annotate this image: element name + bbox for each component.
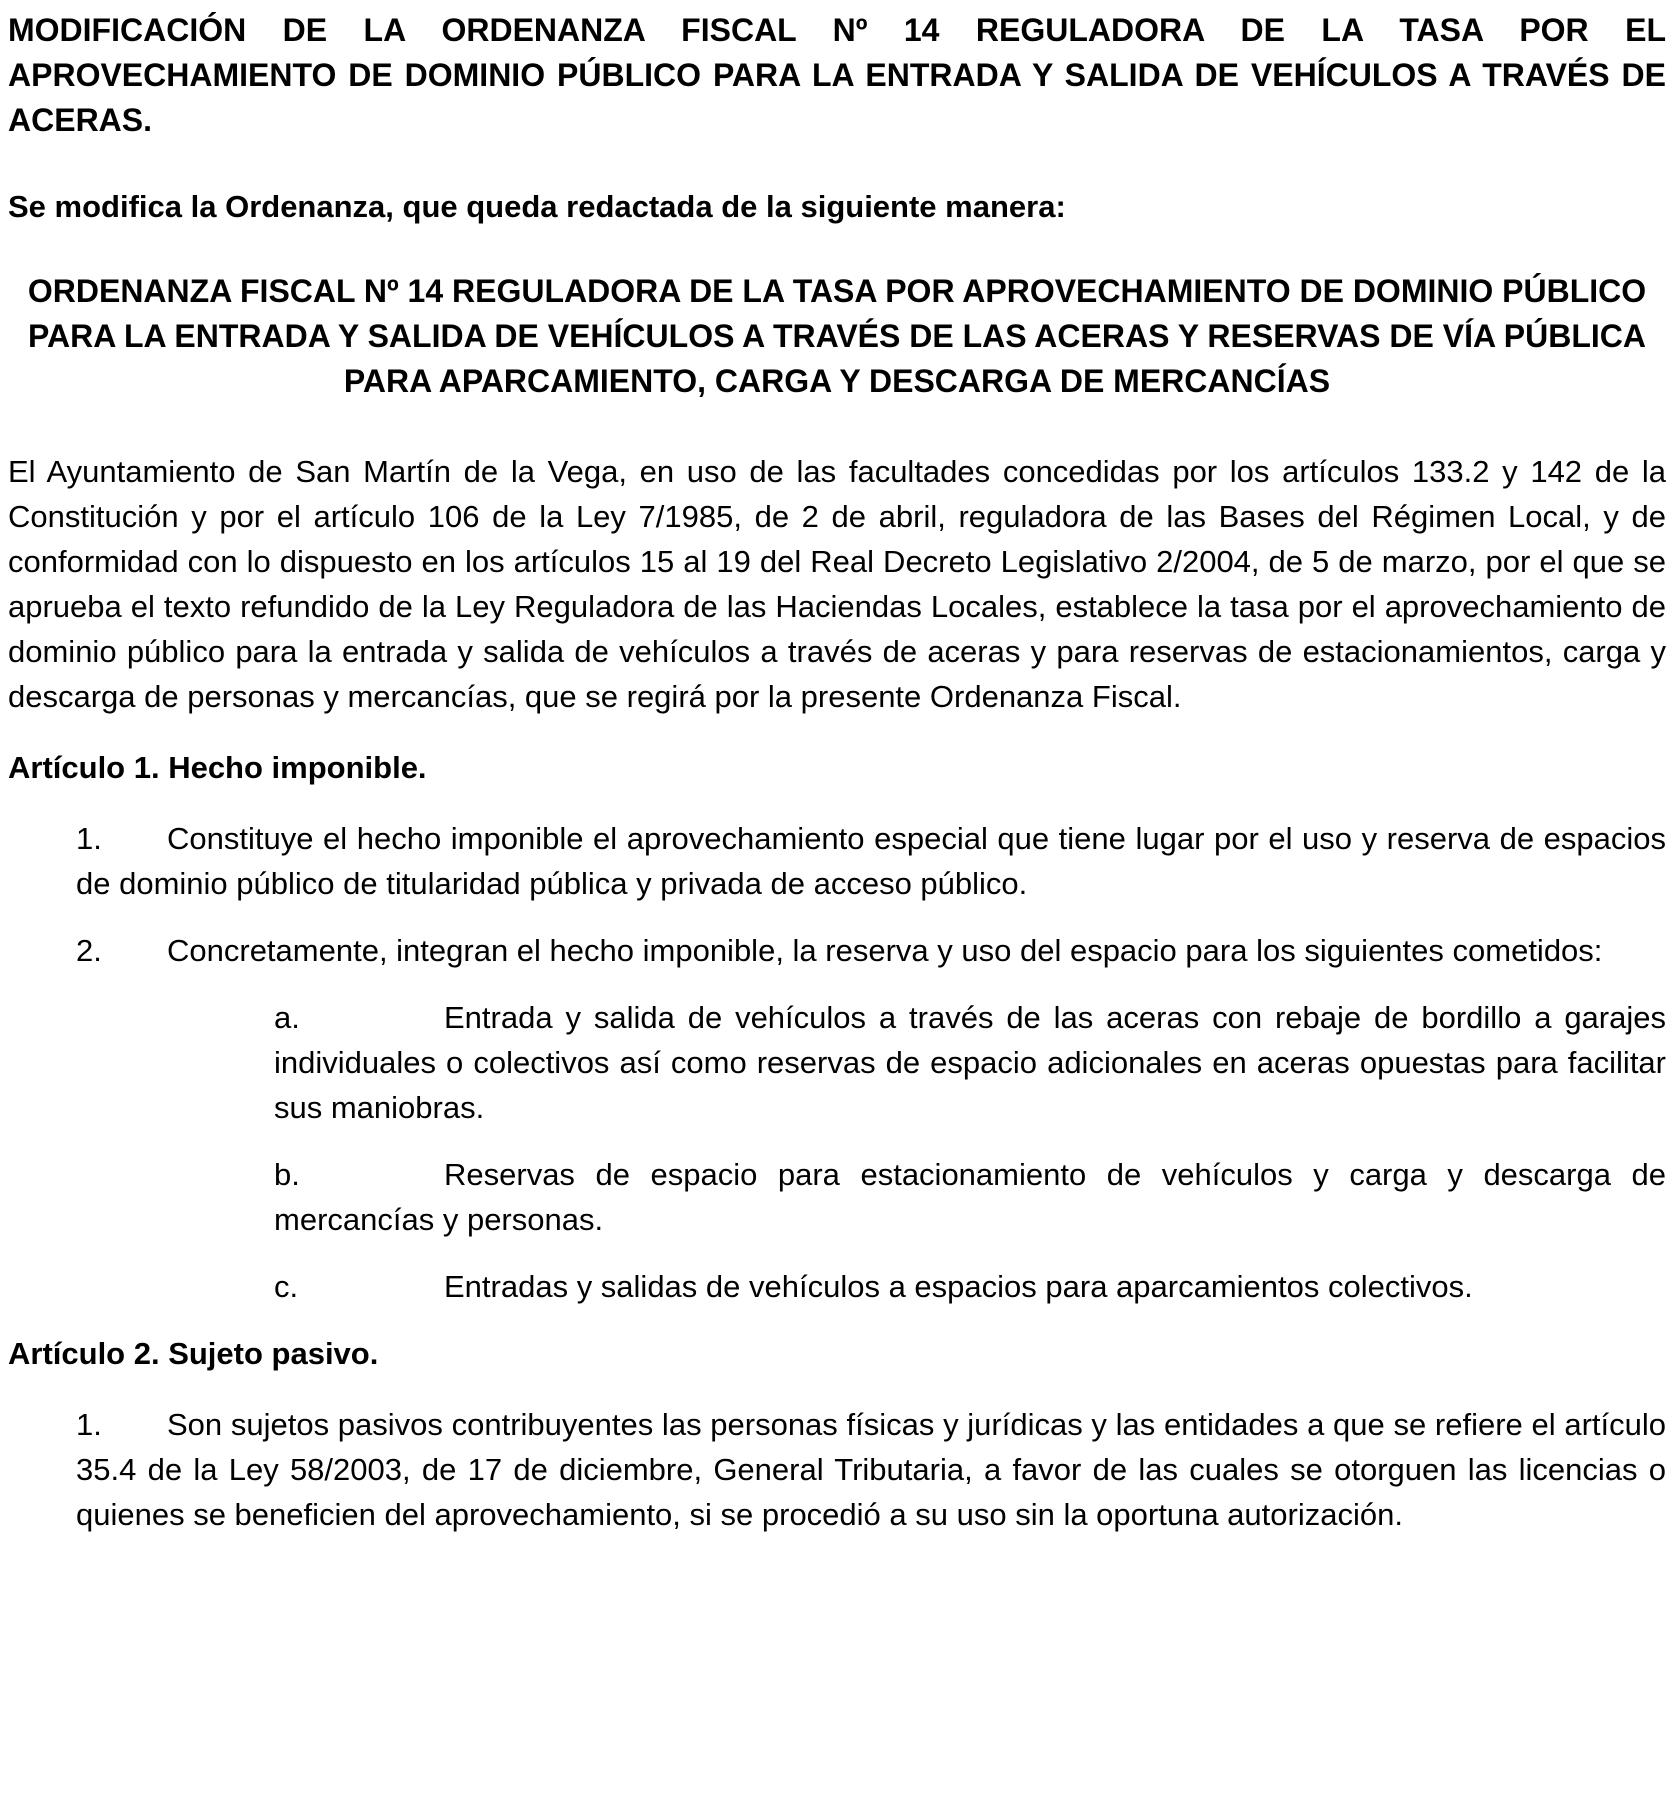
article-1-item-1 [76,816,1666,906]
modification-statement: Se modifica la Ordenanza, que queda redactada de la siguiente manera: [8,189,1066,224]
item-text: Entrada y salida de vehículos a través de las aceras con rebaje de bordillo a garajes individuales o colectivos así como reservas de espacio adicionales en aceras opuestas para facilitar sus maniobras. [274,1000,1666,1125]
item-marker: b. [274,1157,300,1192]
item-text: Reservas de espacio para estacionamiento de vehículos y carga y descarga de mercancías y personas. [274,1157,1666,1237]
item-text: Entradas y salidas de vehículos a espacios para aparcamientos colectivos. [444,1269,1473,1304]
item-text: Son sujetos pasivos contribuyentes las personas físicas y jurídicas y las entidades a que se refiere el artículo 35.4 de la Ley 58/2003, de 17 de diciembre, General Tributaria, a favor de las cuales se otorguen las licencias o quienes se beneficien del aprovechamiento, si se procedió a su uso sin la oportuna autorización. [76,1407,1666,1532]
preamble-paragraph: El Ayuntamiento de San Martín de la Vega, en uso de las facultades concedidas por los artículos 133.2 y 142 de la Constitución y por el artículo 106 de la Ley 7/1985, de 2 de abril, reguladora de las Bases del Régimen Local, y de conformidad con lo dispuesto en los artículos 15 al 19 del Real Decreto Legislativo 2/2004, de 5 de marzo, por el que se aprueba el texto refundido de la Ley Reguladora de las Haciendas Locales, establece la tasa por el aprovechamiento de dominio público para la entrada y salida de vehículos a través de aceras y para reservas de estacionamientos, carga y descarga de personas y mercancías, que se regirá por la presente Ordenanza Fiscal. [8,454,1666,714]
item-text: Constituye el hecho imponible el aprovechamiento especial que tiene lugar por el uso y reserva de espacios de dominio público de titularidad pública y privada de acceso público. [76,821,1666,901]
article-2-item-1 [76,1402,1666,1537]
item-marker: a. [274,1000,300,1035]
article-1-subitem-b [274,1152,1666,1242]
item-marker: 2. [76,933,102,968]
article-1-subitem-c [274,1264,1666,1309]
item-text: Concretamente, integran el hecho imponible, la reserva y uso del espacio para los siguientes cometidos: [167,933,1603,968]
document-title: MODIFICACIÓN DE LA ORDENANZA FISCAL Nº 14 REGULADORA DE LA TASA POR EL APROVECHAMIENTO DE DOMINIO PÚBLICO PARA LA ENTRADA Y SALIDA DE VEHÍCULOS A TRAVÉS DE ACERAS. [8,12,1666,138]
article-2-heading: Artículo 2. Sujeto pasivo. [8,1336,379,1371]
article-1-subitem-a [274,995,1666,1130]
item-marker: c. [274,1269,299,1304]
article-1-item-2 [76,928,1666,973]
item-marker: 1. [76,1407,102,1442]
article-1-heading: Artículo 1. Hecho imponible. [8,750,427,785]
ordinance-title: ORDENANZA FISCAL Nº 14 REGULADORA DE LA TASA POR APROVECHAMIENTO DE DOMINIO PÚBLICO PARA LA ENTRADA Y SALIDA DE VEHÍCULOS A TRAVÉS DE LAS ACERAS Y RESERVAS DE VÍA PÚBLICA PARA APARCAMIENTO, CARGA Y DESCARGA DE MERCANCÍAS [27,273,1647,399]
item-marker: 1. [76,821,102,856]
